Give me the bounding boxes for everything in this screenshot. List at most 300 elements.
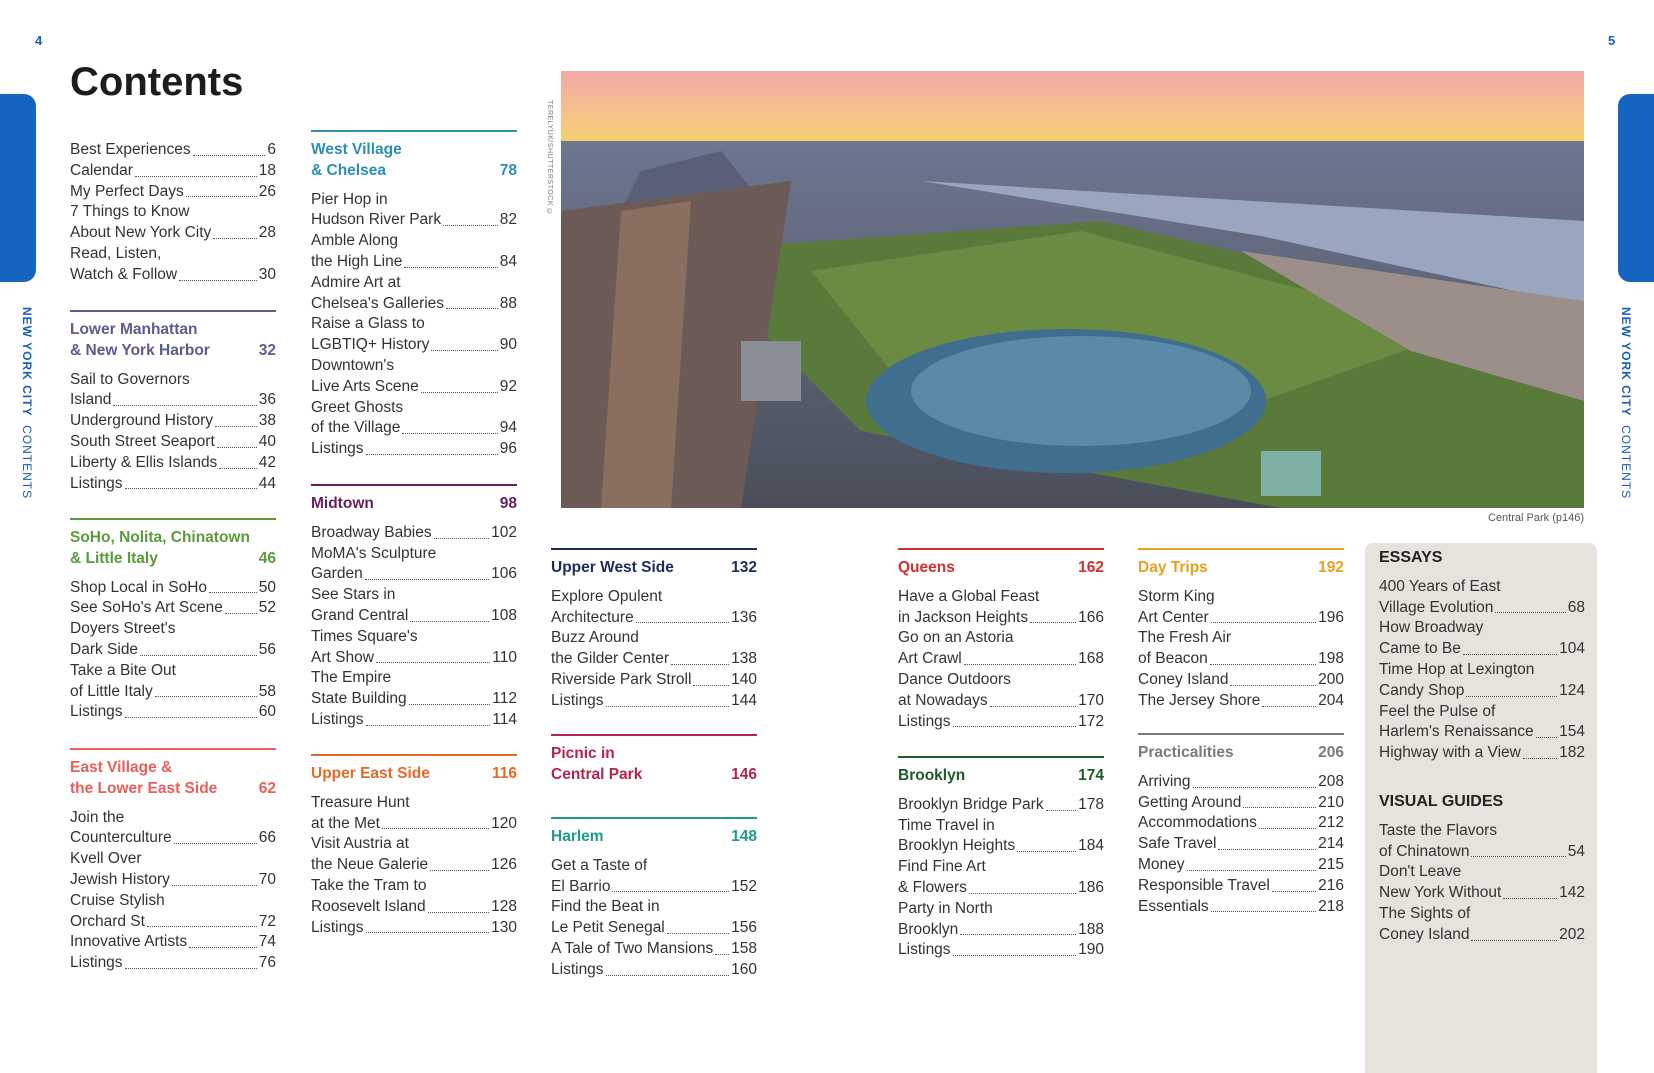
toc-entry[interactable] <box>70 411 276 432</box>
dot-leader <box>113 405 256 406</box>
toc-entry[interactable] <box>70 453 276 474</box>
toc-entry-page: 188 <box>1078 920 1104 938</box>
toc-entry[interactable] <box>551 691 757 712</box>
dot-leader <box>410 621 489 622</box>
toc-entry-line: Kvell Over <box>70 850 142 868</box>
toc-entry[interactable] <box>1138 691 1344 712</box>
toc-entry-title: Underground History <box>70 412 214 430</box>
toc-entry-page: 156 <box>731 919 757 937</box>
toc-entry-title: Brooklyn Bridge Park <box>898 795 1044 813</box>
toc-entry-line: The Empire <box>311 669 392 687</box>
toc-entry-line: Downtown's <box>311 356 395 374</box>
toc-entry-line: Doyers Street's <box>70 620 176 638</box>
toc-entry[interactable] <box>70 182 276 203</box>
toc-entry[interactable] <box>70 953 276 974</box>
dot-leader <box>446 308 498 309</box>
toc-entry-title: South Street Seaport <box>70 432 215 450</box>
toc-entry-title: Art Show <box>311 648 374 666</box>
dot-leader <box>1046 810 1077 811</box>
toc-entry[interactable] <box>70 932 276 953</box>
toc-entry-page: 44 <box>258 474 276 492</box>
dot-leader <box>135 176 257 177</box>
toc-entry[interactable] <box>311 294 517 315</box>
toc-entry-page: 54 <box>1567 842 1585 860</box>
toc-entry-title: Harlem's Renaissance <box>1379 723 1534 741</box>
section-name: VISUAL GUIDES <box>1379 793 1504 810</box>
toc-entry[interactable] <box>898 920 1104 941</box>
section-page: 146 <box>731 765 757 783</box>
toc-entry[interactable] <box>898 691 1104 712</box>
toc-entry[interactable] <box>70 828 276 849</box>
dot-leader <box>606 706 730 707</box>
toc-entry-page: 154 <box>1559 723 1585 741</box>
toc-entry-page: 60 <box>258 703 276 721</box>
toc-entry-title: Art Crawl <box>898 650 962 668</box>
toc-entry-title: Jewish History <box>70 870 170 888</box>
section-name: Brooklyn <box>898 767 966 784</box>
toc-entry-page: 18 <box>258 161 276 179</box>
dot-leader <box>179 280 257 281</box>
toc-entry[interactable] <box>1138 670 1344 691</box>
toc-section-west-village <box>311 130 517 460</box>
toc-entry-title: Accommodations <box>1138 814 1257 832</box>
toc-entry-title: Listings <box>70 703 123 721</box>
dot-leader <box>428 912 490 913</box>
toc-entry[interactable] <box>551 670 757 691</box>
section-name: Upper East Side <box>311 765 430 782</box>
toc-entry-page: 170 <box>1078 691 1104 709</box>
toc-entry-line: 7 Things to Know <box>70 203 190 221</box>
toc-entry[interactable] <box>1138 855 1344 876</box>
dot-leader <box>404 267 497 268</box>
toc-entry[interactable] <box>898 940 1104 961</box>
toc-entry-line: The Fresh Air <box>1138 629 1232 647</box>
toc-entry[interactable] <box>70 432 276 453</box>
section-page: 78 <box>499 161 517 179</box>
toc-section-upper-west <box>551 548 757 712</box>
toc-entry[interactable] <box>311 689 517 710</box>
dot-leader <box>430 870 489 871</box>
toc-entry-title: Liberty & Ellis Islands <box>70 453 218 471</box>
dot-leader <box>443 225 498 226</box>
toc-entry-page: 76 <box>258 954 276 972</box>
dot-leader <box>409 704 491 705</box>
section-header[interactable] <box>898 756 1104 787</box>
toc-entry[interactable] <box>1379 925 1585 946</box>
toc-entry[interactable] <box>1138 813 1344 834</box>
toc-entry-page: 40 <box>258 432 276 450</box>
toc-entry-page: 128 <box>491 897 517 915</box>
section-header[interactable] <box>311 754 517 785</box>
section-header[interactable] <box>551 734 757 786</box>
dot-leader <box>1259 828 1316 829</box>
toc-entry-title: of Chinatown <box>1379 842 1470 860</box>
toc-entry[interactable] <box>70 474 276 495</box>
toc-entry-title: Broadway Babies <box>311 523 432 541</box>
toc-entry-title: Highway with a View <box>1379 744 1521 762</box>
toc-entry-line: MoMA's Sculpture <box>311 544 437 562</box>
dot-leader <box>1243 807 1316 808</box>
section-page: 32 <box>258 341 276 359</box>
dot-leader <box>612 891 729 892</box>
toc-entry-page: 58 <box>258 682 276 700</box>
dot-leader <box>1466 696 1557 697</box>
section-page: 62 <box>258 779 276 797</box>
toc-entry[interactable] <box>898 878 1104 899</box>
toc-entry[interactable] <box>1138 608 1344 629</box>
toc-entry-page: 42 <box>258 453 276 471</box>
toc-section-day-trips <box>1138 548 1344 712</box>
toc-entry-line: Time Hop at Lexington <box>1379 660 1535 678</box>
toc-entry[interactable] <box>1379 883 1585 904</box>
toc-entry-title: A Tale of Two Mansions <box>551 939 714 957</box>
toc-entry-title: Garden <box>311 565 363 583</box>
toc-entry-title: My Perfect Days <box>70 182 184 200</box>
toc-entry-title: El Barrio <box>551 877 611 895</box>
toc-entry-title: Listings <box>70 954 123 972</box>
toc-entry-title: Dark Side <box>70 640 139 658</box>
toc-entry[interactable] <box>1379 722 1585 743</box>
toc-entry-title: Coney Island <box>1379 925 1470 943</box>
toc-entry-page: 200 <box>1318 670 1344 688</box>
toc-entry-line: How Broadway <box>1379 619 1484 637</box>
toc-entry[interactable] <box>70 390 276 411</box>
toc-entry[interactable] <box>70 912 276 933</box>
toc-entry-line: Read, Listen, <box>70 244 162 262</box>
section-name: SoHo, Nolita, Chinatown & Little Italy <box>70 529 250 567</box>
dot-leader <box>671 664 729 665</box>
dot-leader <box>1193 787 1317 788</box>
section-page: 116 <box>491 765 517 782</box>
toc-entry-line: Join the <box>70 808 125 826</box>
toc-entry[interactable] <box>311 335 517 356</box>
toc-entry[interactable] <box>1138 772 1344 793</box>
toc-entry-title: Came to Be <box>1379 640 1461 658</box>
toc-entry[interactable] <box>1379 598 1585 619</box>
toc-entry[interactable] <box>1379 842 1585 863</box>
toc-entry-line: Taste the Flavors <box>1379 821 1498 839</box>
section-name: Practicalities <box>1138 744 1234 761</box>
dot-leader <box>174 843 257 844</box>
toc-entry[interactable] <box>551 649 757 670</box>
toc-entry-title: LGBTIQ+ History <box>311 336 430 354</box>
dot-leader <box>366 725 491 726</box>
dot-leader <box>693 685 729 686</box>
toc-entry[interactable] <box>898 649 1104 670</box>
toc-entry[interactable] <box>898 836 1104 857</box>
toc-entry-title: State Building <box>311 690 407 708</box>
section-header[interactable] <box>311 484 517 515</box>
toc-entry[interactable] <box>70 578 276 599</box>
section-header[interactable] <box>70 748 276 800</box>
toc-entry[interactable] <box>70 265 276 286</box>
section-page: 206 <box>1318 744 1344 761</box>
chapter-tab-left <box>0 94 36 282</box>
dot-leader <box>366 454 498 455</box>
toc-entry[interactable] <box>311 648 517 669</box>
toc-entry-page: 96 <box>499 440 517 458</box>
dot-leader <box>667 933 729 934</box>
toc-entry[interactable] <box>70 640 276 661</box>
toc-section-lower-manhattan <box>70 310 276 494</box>
toc-entry-page: 186 <box>1078 878 1104 896</box>
toc-entry-title: Live Arts Scene <box>311 377 419 395</box>
toc-entry-title: Brooklyn <box>898 920 959 938</box>
section-header[interactable] <box>551 817 757 848</box>
toc-entry[interactable] <box>311 418 517 439</box>
toc-entry-title: Listings <box>70 474 123 492</box>
dot-leader <box>125 968 257 969</box>
toc-entry-page: 168 <box>1078 650 1104 668</box>
toc-entry-line: Pier Hop in <box>311 190 388 208</box>
toc-entry-page: 198 <box>1318 650 1344 668</box>
toc-entry-page: 144 <box>731 691 757 709</box>
section-header[interactable] <box>1138 548 1344 579</box>
toc-entry-page: 82 <box>499 211 517 229</box>
section-name: Lower Manhattan & New York Harbor <box>70 321 210 359</box>
page-number-left: 4 <box>35 33 43 48</box>
toc-section-east-village <box>70 748 276 974</box>
toc-entry[interactable] <box>70 140 276 161</box>
dot-leader <box>421 392 498 393</box>
photo-caption: Central Park (p146) <box>1488 512 1584 524</box>
toc-entry-page: 102 <box>491 523 517 541</box>
dot-leader <box>960 934 1076 935</box>
toc-entry[interactable] <box>311 210 517 231</box>
toc-entry-title: Listings <box>898 712 951 730</box>
toc-entry-title: Candy Shop <box>1379 681 1465 699</box>
toc-entry-title: Chelsea's Galleries <box>311 294 445 312</box>
section-name: ESSAYS <box>1379 549 1443 566</box>
section-header[interactable] <box>551 548 757 579</box>
central-park-photo <box>561 71 1584 508</box>
side-label-right <box>1619 307 1633 499</box>
toc-entry-line: Amble Along <box>311 232 399 250</box>
toc-entry[interactable] <box>1138 834 1344 855</box>
toc-entry[interactable] <box>311 564 517 585</box>
toc-entry-title: the Gilder Center <box>551 650 670 668</box>
toc-entry[interactable] <box>551 877 757 898</box>
section-name: Midtown <box>311 495 374 512</box>
dot-leader <box>155 696 257 697</box>
dot-leader <box>366 932 490 933</box>
toc-entry-title: Money <box>1138 855 1185 873</box>
toc-entry-line: Go on an Astoria <box>898 629 1014 647</box>
toc-entry[interactable] <box>898 795 1104 816</box>
toc-entry-title: Innovative Artists <box>70 933 188 951</box>
toc-entry-title: Island <box>70 391 112 409</box>
toc-section-queens <box>898 548 1104 732</box>
toc-entry-page: 106 <box>491 565 517 583</box>
toc-entry-title: See SoHo's Art Scene <box>70 599 223 617</box>
toc-entry-title: of Beacon <box>1138 650 1208 668</box>
section-name: East Village & the Lower East Side <box>70 759 218 797</box>
toc-entry[interactable] <box>1138 649 1344 670</box>
toc-entry-title: at Nowadays <box>898 691 988 709</box>
toc-entry-line: The Sights of <box>1379 904 1471 922</box>
toc-entry-title: & Flowers <box>898 878 967 896</box>
dot-leader <box>147 926 257 927</box>
toc-entry[interactable] <box>311 377 517 398</box>
toc-entry[interactable] <box>551 960 757 981</box>
section-header[interactable] <box>70 310 276 362</box>
toc-entry[interactable] <box>311 523 517 544</box>
toc-entry[interactable] <box>70 223 276 244</box>
section-page: 192 <box>1318 559 1344 576</box>
side-label-left <box>20 307 34 499</box>
toc-entry-page: 215 <box>1318 855 1344 873</box>
section-header[interactable] <box>898 548 1104 579</box>
toc-entry[interactable] <box>1138 897 1344 918</box>
toc-entry[interactable] <box>898 608 1104 629</box>
side-label-section: CONTENTS <box>1619 425 1633 500</box>
toc-entry-title: Listings <box>551 691 604 709</box>
toc-entry-line: Dance Outdoors <box>898 670 1011 688</box>
toc-entry-page: 136 <box>731 608 757 626</box>
section-header[interactable] <box>311 130 517 182</box>
section-name: Harlem <box>551 828 604 845</box>
toc-entry-page: 120 <box>491 814 517 832</box>
toc-entry-line: Have a Global Feast <box>898 587 1040 605</box>
toc-entry-page: 112 <box>492 690 517 708</box>
toc-section-midtown <box>311 484 517 731</box>
toc-entry[interactable] <box>311 897 517 918</box>
toc-entry[interactable] <box>311 439 517 460</box>
dot-leader <box>964 664 1076 665</box>
section-page: 132 <box>731 559 757 576</box>
dot-leader <box>606 975 730 976</box>
dot-leader <box>189 947 257 948</box>
toc-entry-title: Getting Around <box>1138 793 1242 811</box>
dot-leader <box>1187 870 1317 871</box>
toc-section-brooklyn <box>898 756 1104 961</box>
section-name: Picnic in Central Park <box>551 745 643 783</box>
dot-leader <box>1218 849 1316 850</box>
toc-entry-page: 68 <box>1567 598 1585 616</box>
toc-entry-page: 182 <box>1559 744 1585 762</box>
toc-entry[interactable] <box>551 918 757 939</box>
toc-entry-line: 400 Years of East <box>1379 577 1501 595</box>
section-header[interactable] <box>1379 548 1585 569</box>
dot-leader <box>434 538 490 539</box>
chapter-tab-right <box>1618 94 1654 282</box>
dot-leader <box>365 579 489 580</box>
toc-entry-line: Treasure Hunt <box>311 793 410 811</box>
toc-entry-line: Sail to Governors <box>70 370 190 388</box>
toc-entry-title: Roosevelt Island <box>311 897 426 915</box>
toc-entry[interactable] <box>551 939 757 960</box>
section-header[interactable] <box>1379 792 1585 813</box>
toc-entry-title: of the Village <box>311 419 401 437</box>
section-header[interactable] <box>70 518 276 570</box>
toc-entry-title: in Jackson Heights <box>898 608 1029 626</box>
toc-entry-title: Listings <box>311 710 364 728</box>
toc-entry-title: Orchard St <box>70 912 145 930</box>
toc-entry[interactable] <box>311 855 517 876</box>
section-name: Upper West Side <box>551 559 674 576</box>
toc-entry[interactable] <box>1379 743 1585 764</box>
toc-entry[interactable] <box>311 814 517 835</box>
side-label-city: NEW YORK CITY <box>20 307 34 417</box>
toc-entry-title: Coney Island <box>1138 670 1229 688</box>
toc-entry-page: 158 <box>731 939 757 957</box>
toc-entry-page: 38 <box>258 412 276 430</box>
toc-entry[interactable] <box>1379 639 1585 660</box>
toc-entry-page: 166 <box>1078 608 1104 626</box>
toc-section-picnic <box>551 734 757 794</box>
toc-entry[interactable] <box>70 161 276 182</box>
section-page: 174 <box>1078 767 1104 784</box>
dot-leader <box>1463 654 1557 655</box>
toc-entry[interactable] <box>898 712 1104 733</box>
toc-entry[interactable] <box>1379 681 1585 702</box>
toc-entry[interactable] <box>70 682 276 703</box>
toc-entry[interactable] <box>70 702 276 723</box>
page-number-right: 5 <box>1608 33 1616 48</box>
toc-entry-title: Brooklyn Heights <box>898 837 1016 855</box>
toc-intro <box>70 140 276 286</box>
toc-entry[interactable] <box>70 598 276 619</box>
dot-leader <box>953 726 1077 727</box>
dot-leader <box>172 885 257 886</box>
dot-leader <box>402 433 497 434</box>
dot-leader <box>225 613 257 614</box>
section-page: 162 <box>1078 559 1104 576</box>
section-header[interactable] <box>1138 733 1344 764</box>
dot-leader <box>125 717 257 718</box>
toc-entry-page: 90 <box>499 336 517 354</box>
toc-entry-line: Times Square's <box>311 627 418 645</box>
toc-entry-line: See Stars in <box>311 586 396 604</box>
toc-entry-line: Feel the Pulse of <box>1379 702 1496 720</box>
toc-entry[interactable] <box>1138 793 1344 814</box>
toc-entry-title: Grand Central <box>311 606 409 624</box>
toc-entry-page: 202 <box>1559 925 1585 943</box>
dot-leader <box>1536 737 1558 738</box>
toc-entry[interactable] <box>1138 876 1344 897</box>
toc-entry[interactable] <box>311 252 517 273</box>
toc-section-visual-guides <box>1379 792 1585 946</box>
toc-entry[interactable] <box>311 918 517 939</box>
toc-entry-title: About New York City <box>70 224 212 242</box>
dot-leader <box>140 655 257 656</box>
toc-entry-page: 26 <box>258 182 276 200</box>
dot-leader <box>1523 758 1557 759</box>
toc-entry-page: 184 <box>1078 837 1104 855</box>
toc-entry[interactable] <box>311 710 517 731</box>
toc-entry-page: 212 <box>1318 814 1344 832</box>
toc-entry-title: Shop Local in SoHo <box>70 578 208 596</box>
toc-entry[interactable] <box>70 870 276 891</box>
section-name: Queens <box>898 559 955 576</box>
toc-section-upper-east <box>311 754 517 938</box>
toc-entry-page: 196 <box>1318 608 1344 626</box>
toc-entry-page: 124 <box>1559 681 1585 699</box>
toc-entry-page: 36 <box>258 391 276 409</box>
toc-entry[interactable] <box>551 608 757 629</box>
toc-entry-title: Best Experiences <box>70 141 191 158</box>
toc-entry-title: Listings <box>311 918 364 936</box>
dot-leader <box>431 350 497 351</box>
toc-entry-page: 160 <box>731 960 757 978</box>
photo-credit: TERELYUK/SHUTTERSTOCK © <box>546 100 553 216</box>
section-name: West Village & Chelsea <box>311 141 402 179</box>
toc-entry-page: 88 <box>499 294 517 312</box>
toc-section-soho <box>70 518 276 723</box>
toc-entry-title: Village Evolution <box>1379 598 1494 616</box>
toc-entry-line: Take a Bite Out <box>70 661 176 679</box>
toc-entry[interactable] <box>311 606 517 627</box>
